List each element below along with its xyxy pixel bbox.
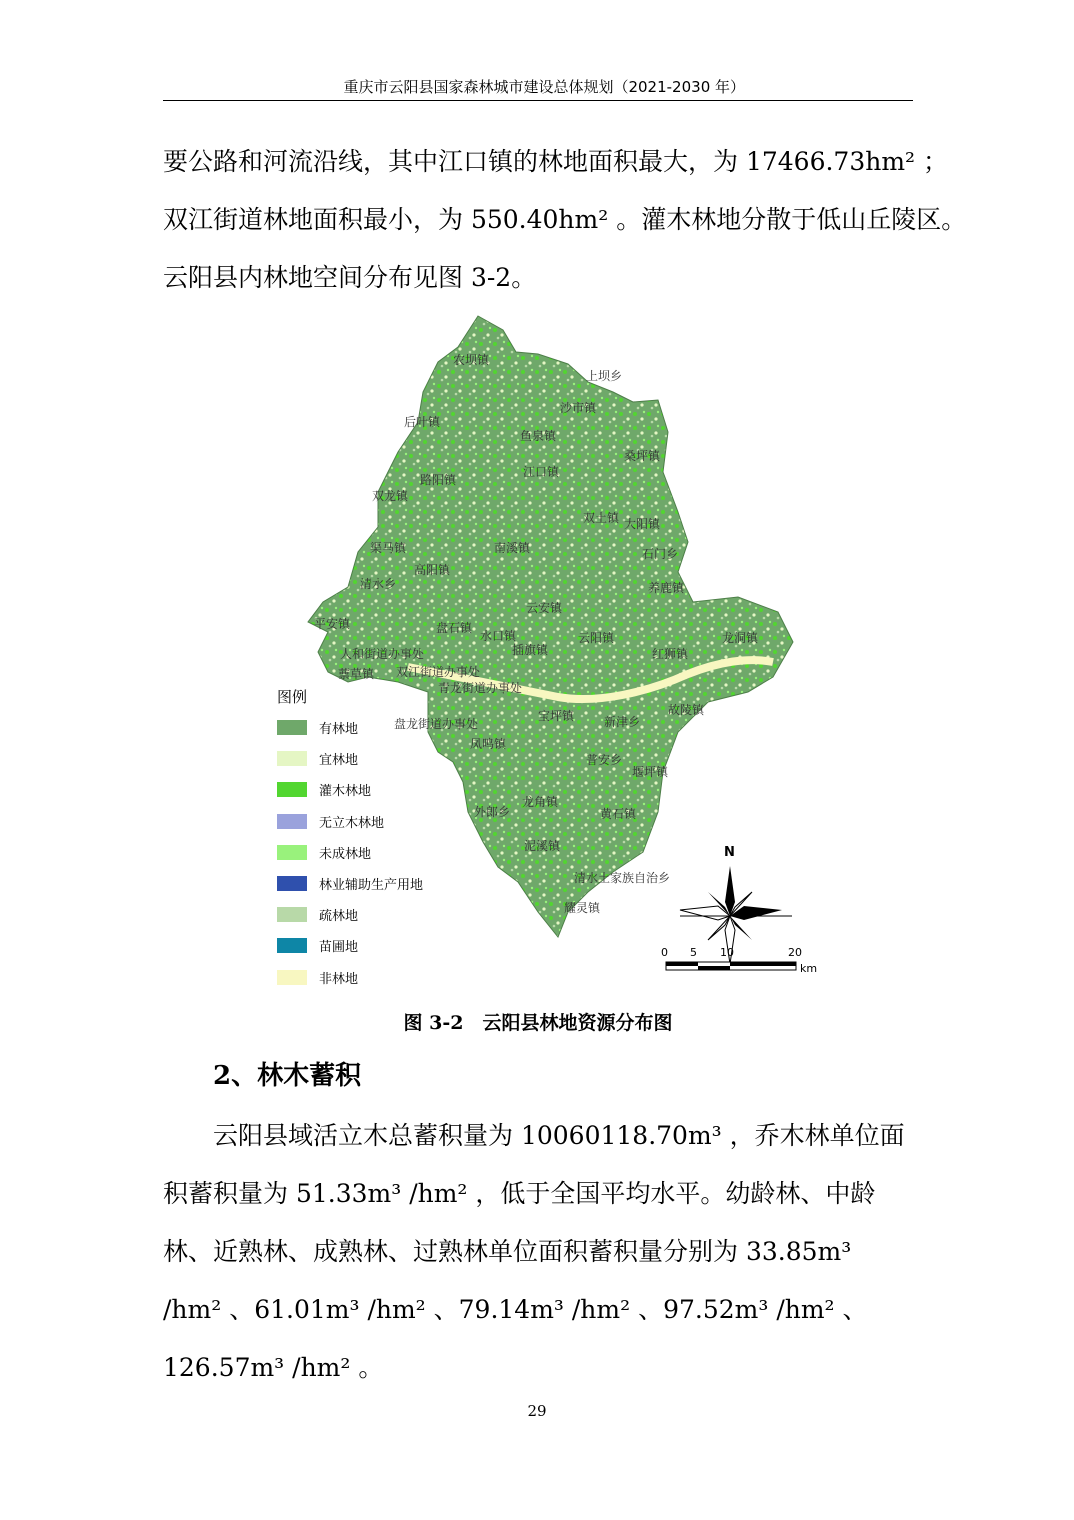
svg-text:云安镇: 云安镇 [526, 601, 563, 615]
legend-title: 图例 [277, 688, 308, 706]
svg-text:南溪镇: 南溪镇 [494, 541, 531, 555]
legend-item [277, 837, 447, 868]
svg-text:外郎乡: 外郎乡 [474, 805, 511, 819]
paragraph-text: 云阳县域活立木总蓄积量为 10060118.70m³ ，乔木林单位面积蓄积量为 51.33m³ /hm² ，低于全国平均水平。幼龄林、中龄林、近熟林、成熟林、过熟林单位面积蓄积量分别为 33.85m³ /hm² 、61.01m³ /hm² 、79.14m³ /hm² 、97.52m³ /hm² 、126.57m³ /hm² 。 [163, 1121, 905, 1382]
svg-text:清水土家族自治乡: 清水土家族自治乡 [574, 871, 671, 885]
svg-text:普安乡: 普安乡 [586, 753, 623, 767]
legend-label: 未成林地 [319, 846, 372, 862]
scale-tick: 20 [788, 946, 802, 959]
svg-text:大阳镇: 大阳镇 [624, 517, 661, 531]
legend-swatch [277, 751, 307, 766]
legend-label: 疏林地 [319, 909, 359, 925]
legend-swatch [277, 970, 307, 985]
svg-text:凤鸣镇: 凤鸣镇 [470, 737, 507, 751]
stock-paragraph [163, 1107, 913, 1397]
svg-text:后叶镇: 后叶镇 [404, 415, 441, 429]
legend-item [277, 774, 447, 805]
svg-text:双江街道办事处: 双江街道办事处 [396, 665, 481, 679]
svg-text:双龙镇: 双龙镇 [372, 489, 409, 503]
svg-text:高阳镇: 高阳镇 [414, 563, 451, 577]
svg-text:新津乡: 新津乡 [604, 715, 641, 729]
svg-text:宝坪镇: 宝坪镇 [538, 709, 575, 723]
svg-text:故陵镇: 故陵镇 [668, 703, 705, 717]
svg-text:堰坪镇: 堰坪镇 [632, 765, 669, 779]
legend-label: 无立木林地 [319, 815, 385, 831]
svg-text:云阳镇: 云阳镇 [578, 631, 615, 645]
legend-swatch [277, 720, 307, 735]
svg-text:龙洞镇: 龙洞镇 [722, 631, 759, 645]
scale-bar [661, 946, 817, 975]
svg-text:泥溪镇: 泥溪镇 [524, 839, 561, 853]
intro-paragraph [163, 133, 967, 307]
svg-text:人和街道办事处: 人和街道办事处 [340, 647, 425, 661]
svg-text:插旗镇: 插旗镇 [512, 643, 549, 657]
paragraph-line: 云阳县内林地空间分布见图 3-2。 [163, 263, 537, 292]
legend-label: 苗圃地 [319, 940, 359, 956]
svg-text:双土镇: 双土镇 [583, 511, 620, 525]
svg-text:平安镇: 平安镇 [314, 617, 351, 631]
running-header: 重庆市云阳县国家森林城市建设总体规划（2021-2030 年） [343, 78, 745, 96]
svg-text:耀灵镇: 耀灵镇 [564, 901, 601, 915]
section-heading: 2、林木蓄积 [213, 1061, 362, 1091]
svg-text:农坝镇: 农坝镇 [453, 353, 490, 367]
svg-text:青龙街道办事处: 青龙街道办事处 [438, 681, 523, 695]
legend-item [277, 868, 447, 899]
svg-text:渠马镇: 渠马镇 [370, 541, 407, 555]
legend-label: 灌木林地 [319, 784, 372, 800]
map-legend [277, 686, 447, 993]
svg-text:路阳镇: 路阳镇 [420, 473, 457, 487]
legend-item [277, 962, 447, 993]
legend-item [277, 899, 447, 930]
legend-item [277, 930, 447, 961]
legend-label: 非林地 [319, 971, 359, 987]
header-rule [163, 100, 913, 101]
scale-tick: 10 [720, 946, 734, 959]
svg-text:蔈草镇: 蔈草镇 [338, 667, 375, 681]
svg-text:上坝乡: 上坝乡 [586, 369, 623, 383]
svg-text:鱼泉镇: 鱼泉镇 [520, 429, 557, 443]
svg-text:水口镇: 水口镇 [480, 629, 517, 643]
svg-text:龙角镇: 龙角镇 [522, 795, 559, 809]
svg-text:江口镇: 江口镇 [523, 465, 560, 479]
paragraph-line: 要公路和河流沿线，其中江口镇的林地面积最大，为 17466.73hm² ； [163, 147, 949, 176]
legend-swatch [277, 907, 307, 922]
svg-text:盘龙街道办事处: 盘龙街道办事处 [394, 717, 479, 731]
legend-swatch [277, 845, 307, 860]
legend-item [277, 743, 447, 774]
svg-text:红狮镇: 红狮镇 [652, 647, 689, 661]
legend-item [277, 712, 447, 743]
scale-tick: 5 [690, 946, 697, 959]
svg-text:清水乡: 清水乡 [360, 577, 397, 591]
legend-swatch [277, 814, 307, 829]
legend-swatch [277, 782, 307, 797]
figure-caption: 图 3-2 云阳县林地资源分布图 [403, 1012, 673, 1034]
svg-text:黄石镇: 黄石镇 [600, 807, 637, 821]
scale-tick: 0 [661, 946, 668, 959]
paragraph-line: 双江街道林地面积最小，为 550.40hm² 。灌木林地分散于低山丘陵区。 [163, 205, 967, 234]
legend-label: 宜林地 [319, 753, 359, 769]
svg-text:盘石镇: 盘石镇 [436, 621, 473, 635]
legend-item [277, 806, 447, 837]
svg-text:桑坪镇: 桑坪镇 [624, 449, 661, 463]
page-number: 29 [527, 1402, 547, 1420]
legend-swatch [277, 876, 307, 891]
legend-label: 林业辅助生产用地 [319, 878, 424, 894]
svg-text:养鹿镇: 养鹿镇 [648, 581, 685, 595]
legend-swatch [277, 938, 307, 953]
scale-unit: km [800, 962, 818, 975]
svg-text:沙市镇: 沙市镇 [560, 401, 597, 415]
legend-label: 有林地 [319, 722, 359, 738]
svg-text:石门乡: 石门乡 [642, 547, 679, 561]
north-label: N [724, 845, 735, 860]
